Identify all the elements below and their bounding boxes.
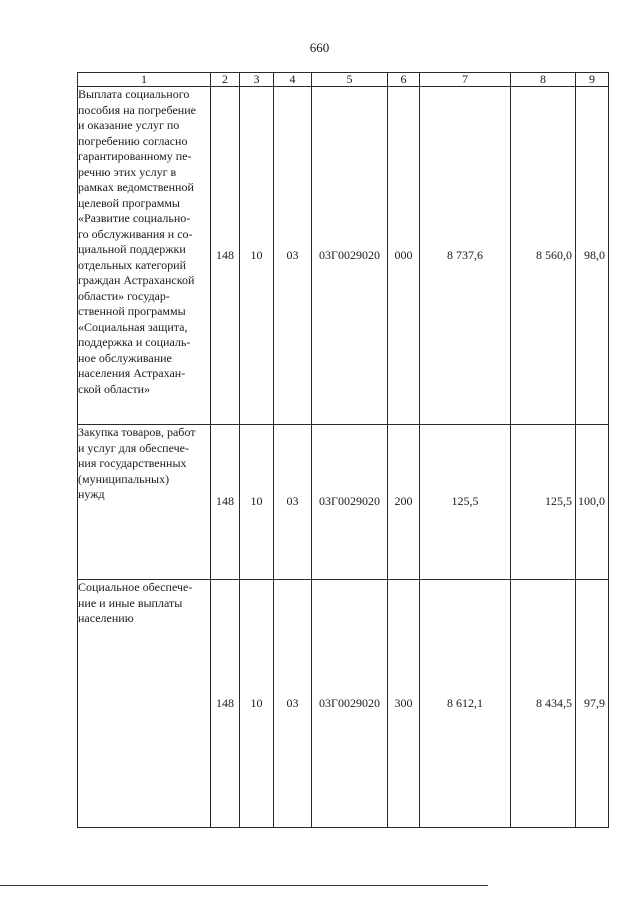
section-cell: 10 [240, 425, 274, 580]
admin-code-cell: 148 [211, 580, 240, 828]
subsection-cell: 03 [274, 87, 312, 425]
page-number: 660 [309, 40, 330, 55]
budget-table [77, 72, 609, 828]
percent-cell: 98,0 [576, 87, 609, 425]
actual-amount-cell: 8 560,0 [511, 87, 576, 425]
row-description: Закупка товаров, работ и услуг для обеспече- ния государственных (муниципальных) нужд [78, 425, 196, 501]
column-header-5: 5 [312, 73, 388, 87]
subsection-cell: 03 [274, 425, 312, 580]
column-header-9: 9 [576, 73, 609, 87]
percent-cell: 100,0 [576, 425, 609, 580]
row-description-cell [78, 580, 211, 828]
expense-type-cell: 000 [388, 87, 420, 425]
actual-amount-cell: 8 434,5 [511, 580, 576, 828]
target-article-cell: 03Г0029020 [312, 87, 388, 425]
column-header-7: 7 [420, 73, 511, 87]
row-description-cell [78, 87, 211, 425]
target-article-cell: 03Г0029020 [312, 425, 388, 580]
table-row [78, 425, 609, 580]
column-header-4: 4 [274, 73, 312, 87]
column-header-3: 3 [240, 73, 274, 87]
plan-amount-cell: 8 612,1 [420, 580, 511, 828]
column-header-2: 2 [211, 73, 240, 87]
admin-code-cell: 148 [211, 87, 240, 425]
table-row [78, 87, 609, 425]
expense-type-cell: 200 [388, 425, 420, 580]
percent-cell: 97,9 [576, 580, 609, 828]
bottom-rule [0, 885, 488, 886]
expense-type-cell: 300 [388, 580, 420, 828]
table-row [78, 580, 609, 828]
header-row [78, 73, 609, 87]
row-description-cell [78, 425, 211, 580]
row-description: Выплата социального пособия на погребение и оказание услуг по погребению согласно гарантированному пе- речню этих услуг в рамках ведомственной целевой программы «Развитие социально- го обслуживания и со- циальной поддержки отдельных категорий граждан Астраханской области» государ- ственной программы «Социальная защита, поддержка и социаль- ное обслуживание населения Астрахан- ской области» [78, 87, 196, 396]
column-header-6: 6 [388, 73, 420, 87]
section-cell: 10 [240, 87, 274, 425]
column-header-8: 8 [511, 73, 576, 87]
admin-code-cell: 148 [211, 425, 240, 580]
section-cell: 10 [240, 580, 274, 828]
actual-amount-cell: 125,5 [511, 425, 576, 580]
row-description: Социальное обеспече- ние и иные выплаты населению [78, 580, 193, 625]
plan-amount-cell: 125,5 [420, 425, 511, 580]
plan-amount-cell: 8 737,6 [420, 87, 511, 425]
column-header-1: 1 [78, 73, 211, 87]
target-article-cell: 03Г0029020 [312, 580, 388, 828]
subsection-cell: 03 [274, 580, 312, 828]
